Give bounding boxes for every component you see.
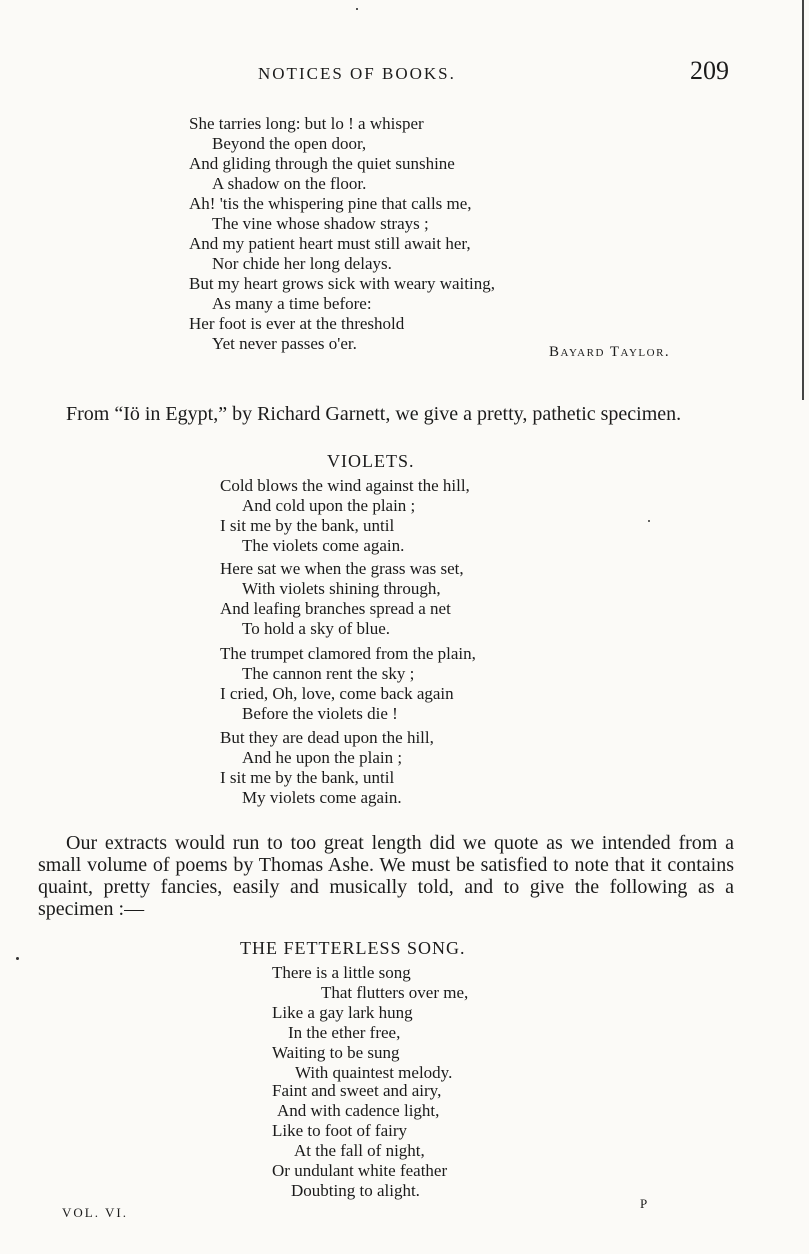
poem-line: As many a time before: [212, 294, 372, 313]
poem-line: Beyond the open door, [212, 134, 367, 153]
poem-line: Nor chide her long delays. [212, 254, 392, 273]
poem-line: Like a gay lark hung [272, 1003, 413, 1022]
poem-line: My violets come again. [242, 788, 402, 807]
poem-line: Doubting to alight. [291, 1181, 420, 1200]
page-number: 209 [690, 56, 729, 85]
poem-line: And cold upon the plain ; [242, 496, 416, 515]
ashe-intro-paragraph [38, 832, 734, 920]
poem-line: But they are dead upon the hill, [220, 728, 434, 747]
paragraph-text: Our extracts would run to too great length did we quote as we intended from a small volume of poems by Thomas Ashe. We must be satisfied to note that it contains quaint, pretty fancies, easily and musically told, and to give the following as a specimen :— [38, 832, 734, 920]
garnett-intro-paragraph [38, 403, 734, 425]
print-speck [356, 8, 358, 10]
poem-line: Ah! 'tis the whispering pine that calls me, [189, 194, 472, 213]
poem-line: Like to foot of fairy [272, 1121, 408, 1140]
poem-line: And he upon the plain ; [242, 748, 403, 767]
poem-line: Before the violets die ! [242, 704, 398, 723]
poem-line: Her foot is ever at the threshold [189, 314, 405, 333]
poem-line: The vine whose shadow strays ; [212, 214, 429, 233]
poem-attribution: Bayard Taylor. [549, 344, 671, 360]
fetterless-stanza-1 [272, 963, 468, 1083]
poem-line: A shadow on the floor. [212, 174, 367, 193]
taylor-stanza-2 [189, 194, 472, 274]
fetterless-title: THE FETTERLESS SONG. [240, 938, 466, 958]
poem-line: I cried, Oh, love, come back again [220, 684, 454, 703]
poem-line: With quaintest melody. [295, 1063, 453, 1082]
poem-line: She tarries long: but lo ! a whisper [189, 114, 424, 133]
signature-mark: P [640, 1196, 648, 1211]
poem-line: There is a little song [272, 963, 411, 982]
violets-stanza-1 [220, 476, 470, 556]
poem-line: That flutters over me, [321, 983, 469, 1002]
fetterless-stanza-2 [272, 1081, 447, 1201]
print-speck [648, 520, 650, 522]
poem-line: With violets shining through, [242, 579, 441, 598]
print-speck [16, 957, 19, 960]
violets-stanza-3 [220, 644, 476, 724]
poem-line: To hold a sky of blue. [242, 619, 391, 638]
page-edge-rule [802, 0, 804, 400]
poem-line: And with cadence light, [277, 1101, 440, 1120]
poem-line: Faint and sweet and airy, [272, 1081, 442, 1100]
violets-stanza-2 [220, 559, 464, 639]
poem-line: I sit me by the bank, until [220, 516, 395, 535]
running-header: NOTICES OF BOOKS. [258, 64, 456, 83]
poem-line: The trumpet clamored from the plain, [220, 644, 476, 663]
poem-line: Cold blows the wind against the hill, [220, 476, 470, 495]
violets-title: VIOLETS. [327, 451, 415, 471]
taylor-stanza-1 [189, 114, 455, 194]
poem-line: Or undulant white feather [272, 1161, 448, 1180]
poem-line: And gliding through the quiet sunshine [189, 154, 455, 173]
poem-line: In the ether free, [288, 1023, 401, 1042]
violets-stanza-4 [220, 728, 434, 808]
poem-line: And leafing branches spread a net [220, 599, 451, 618]
poem-line: The violets come again. [242, 536, 405, 555]
volume-footer: VOL. VI. [62, 1205, 128, 1220]
poem-line: But my heart grows sick with weary waiting, [189, 274, 495, 293]
poem-line: I sit me by the bank, until [220, 768, 395, 787]
poem-line: Here sat we when the grass was set, [220, 559, 464, 578]
poem-line: Waiting to be sung [272, 1043, 400, 1062]
taylor-stanza-3 [189, 274, 495, 354]
poem-line: Yet never passes o'er. [212, 334, 357, 353]
poem-line: At the fall of night, [294, 1141, 425, 1160]
paragraph-text: From “Iö in Egypt,” by Richard Garnett, we give a pretty, pathetic specimen. [66, 403, 682, 425]
poem-line: And my patient heart must still await her, [189, 234, 471, 253]
poem-line: The cannon rent the sky ; [242, 664, 415, 683]
